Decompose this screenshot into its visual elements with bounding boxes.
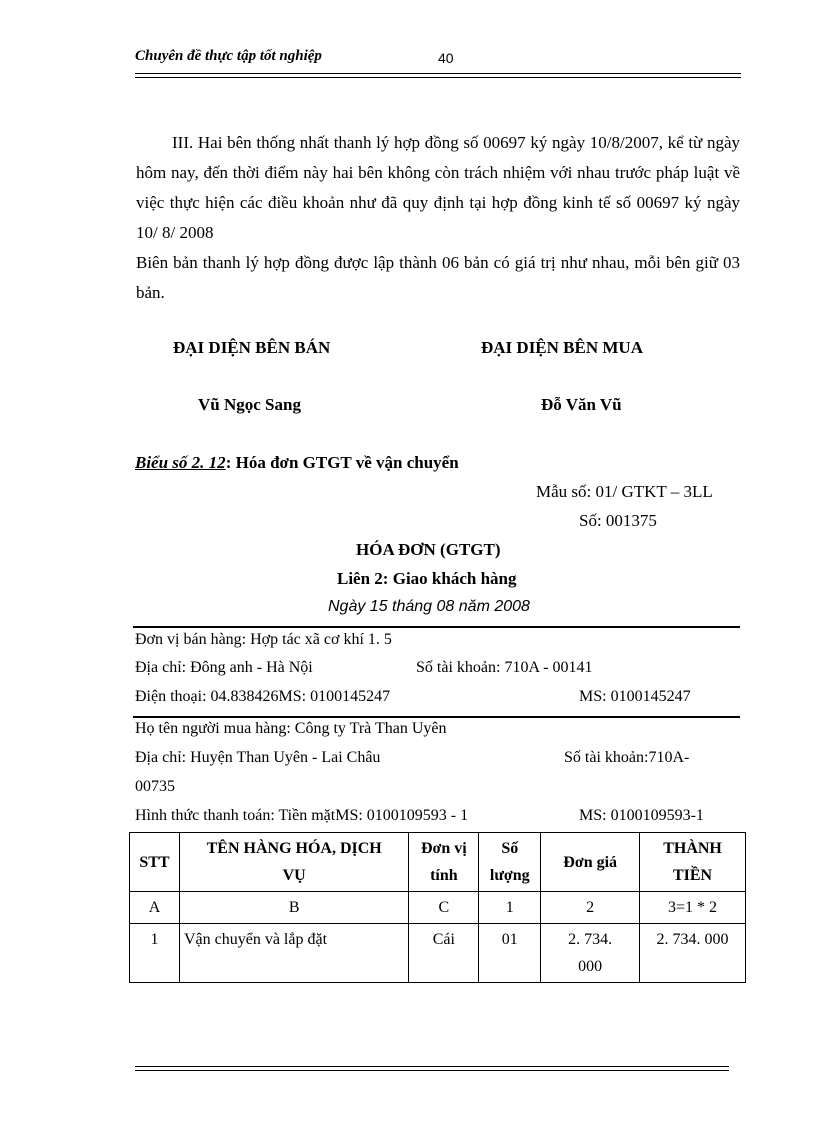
table-row (130, 924, 746, 983)
paragraph-liquidation: III. Hai bên thống nhất thanh lý hợp đồng số 00697 ký ngày 10/8/2007, kể từ ngày hôm nay, đến thời điểm này hai bên không còn trách nhiệm với nhau trước pháp luật về việc thực hiện các điều khoản như đã quy định tại hợp đồng kinh tế số 00697 ký ngày 10/ 8/ 2008 (136, 133, 740, 242)
buyer-account-a: Số tài khoản:710A- (564, 749, 690, 766)
code-cell: 3=1 * 2 (640, 892, 746, 924)
paragraph-copies: Biên bản thanh lý hợp đồng được lập thành 06 bản có giá trị như nhau, mỗi bên giữ 03 bản. (136, 253, 740, 302)
seller-account: Số tài khoản: 710A - 00141 (416, 659, 593, 676)
col-unit (409, 833, 479, 892)
item-stt: 1 (130, 924, 180, 983)
code-cell: 1 (479, 892, 541, 924)
code-cell: 2 (541, 892, 640, 924)
header-title: Chuyên đề thực tập tốt nghiệp (135, 48, 322, 64)
buyer-representative-title: ĐẠI DIỆN BÊN MUA (481, 338, 643, 357)
col-name-line1: TÊN HÀNG HÓA, DỊCH (206, 840, 382, 857)
header-rule-top (135, 73, 741, 74)
footer-rule-top (135, 1066, 729, 1067)
item-name: Vận chuyển và lắp đặt (179, 924, 408, 983)
item-total: 2. 734. 000 (640, 924, 746, 983)
item-unit: Cái (409, 924, 479, 983)
item-price-line1: 2. 734. (568, 931, 613, 948)
invoice-rule-1 (133, 626, 740, 628)
payment-row (135, 807, 740, 825)
col-price: Đơn giá (541, 833, 640, 892)
item-price (541, 924, 640, 983)
buyer-tax-code: MS: 0100109593-1 (579, 807, 704, 824)
col-unit-line2: tính (430, 867, 458, 884)
seller-address-row (135, 659, 740, 677)
invoice-serial: Số: 001375 (579, 511, 657, 530)
buyer-name: Họ tên người mua hàng: Công ty Trà Than Uyên (135, 720, 447, 737)
col-qty (479, 833, 541, 892)
buyer-address: Địa chỉ: Huyện Than Uyên - Lai Châu (135, 749, 381, 766)
seller-phone: Điện thoại: 04.838426MS: 0100145247 (135, 688, 391, 705)
col-total (640, 833, 746, 892)
body-text (136, 128, 740, 308)
col-name (179, 833, 408, 892)
code-cell: A (130, 892, 180, 924)
seller-unit: Đơn vị bán hàng: Hợp tác xã cơ khí 1. 5 (135, 631, 392, 648)
table-code-row (130, 892, 746, 924)
page-number: 40 (438, 50, 454, 66)
col-name-line2: VỤ (282, 867, 306, 884)
invoice-date: Ngày 15 tháng 08 năm 2008 (328, 598, 530, 615)
caption-text: : Hóa đơn GTGT về vận chuyển (225, 453, 459, 472)
buyer-account-b: 00735 (135, 778, 175, 795)
figure-caption (135, 453, 459, 473)
buyer-address-row (135, 749, 740, 767)
buyer-representative-name: Đỗ Văn Vũ (541, 395, 622, 414)
footer-rule-bottom (135, 1070, 729, 1071)
code-cell: C (409, 892, 479, 924)
col-unit-line1: Đơn vị (420, 840, 467, 857)
col-stt: STT (130, 833, 180, 892)
seller-phone-row (135, 688, 740, 706)
invoice-items-table (129, 832, 746, 983)
seller-representative-name: Vũ Ngọc Sang (198, 395, 301, 414)
invoice-rule-2 (133, 716, 740, 718)
seller-tax-code: MS: 0100145247 (579, 688, 691, 705)
seller-address: Địa chỉ: Đông anh - Hà Nội (135, 659, 313, 676)
col-qty-line1: Số (501, 840, 519, 857)
payment-method: Hình thức thanh toán: Tiền mặtMS: 0100109593 - 1 (135, 807, 469, 824)
col-qty-line2: lượng (489, 867, 530, 884)
header-rule-bottom (135, 77, 741, 78)
seller-representative-title: ĐẠI DIỆN BÊN BÁN (173, 338, 331, 357)
col-total-line2: TIỀN (672, 867, 713, 884)
caption-label: Biểu số 2. 12 (135, 453, 226, 472)
item-price-line2: 000 (578, 958, 603, 975)
invoice-form-number: Mẫu số: 01/ GTKT – 3LL (536, 482, 713, 501)
col-total-line1: THÀNH (663, 840, 722, 857)
invoice-copy: Liên 2: Giao khách hàng (337, 569, 517, 588)
table-header-row (130, 833, 746, 892)
code-cell: B (179, 892, 408, 924)
invoice-title: HÓA ĐƠN (GTGT) (356, 540, 501, 559)
item-qty: 01 (479, 924, 541, 983)
